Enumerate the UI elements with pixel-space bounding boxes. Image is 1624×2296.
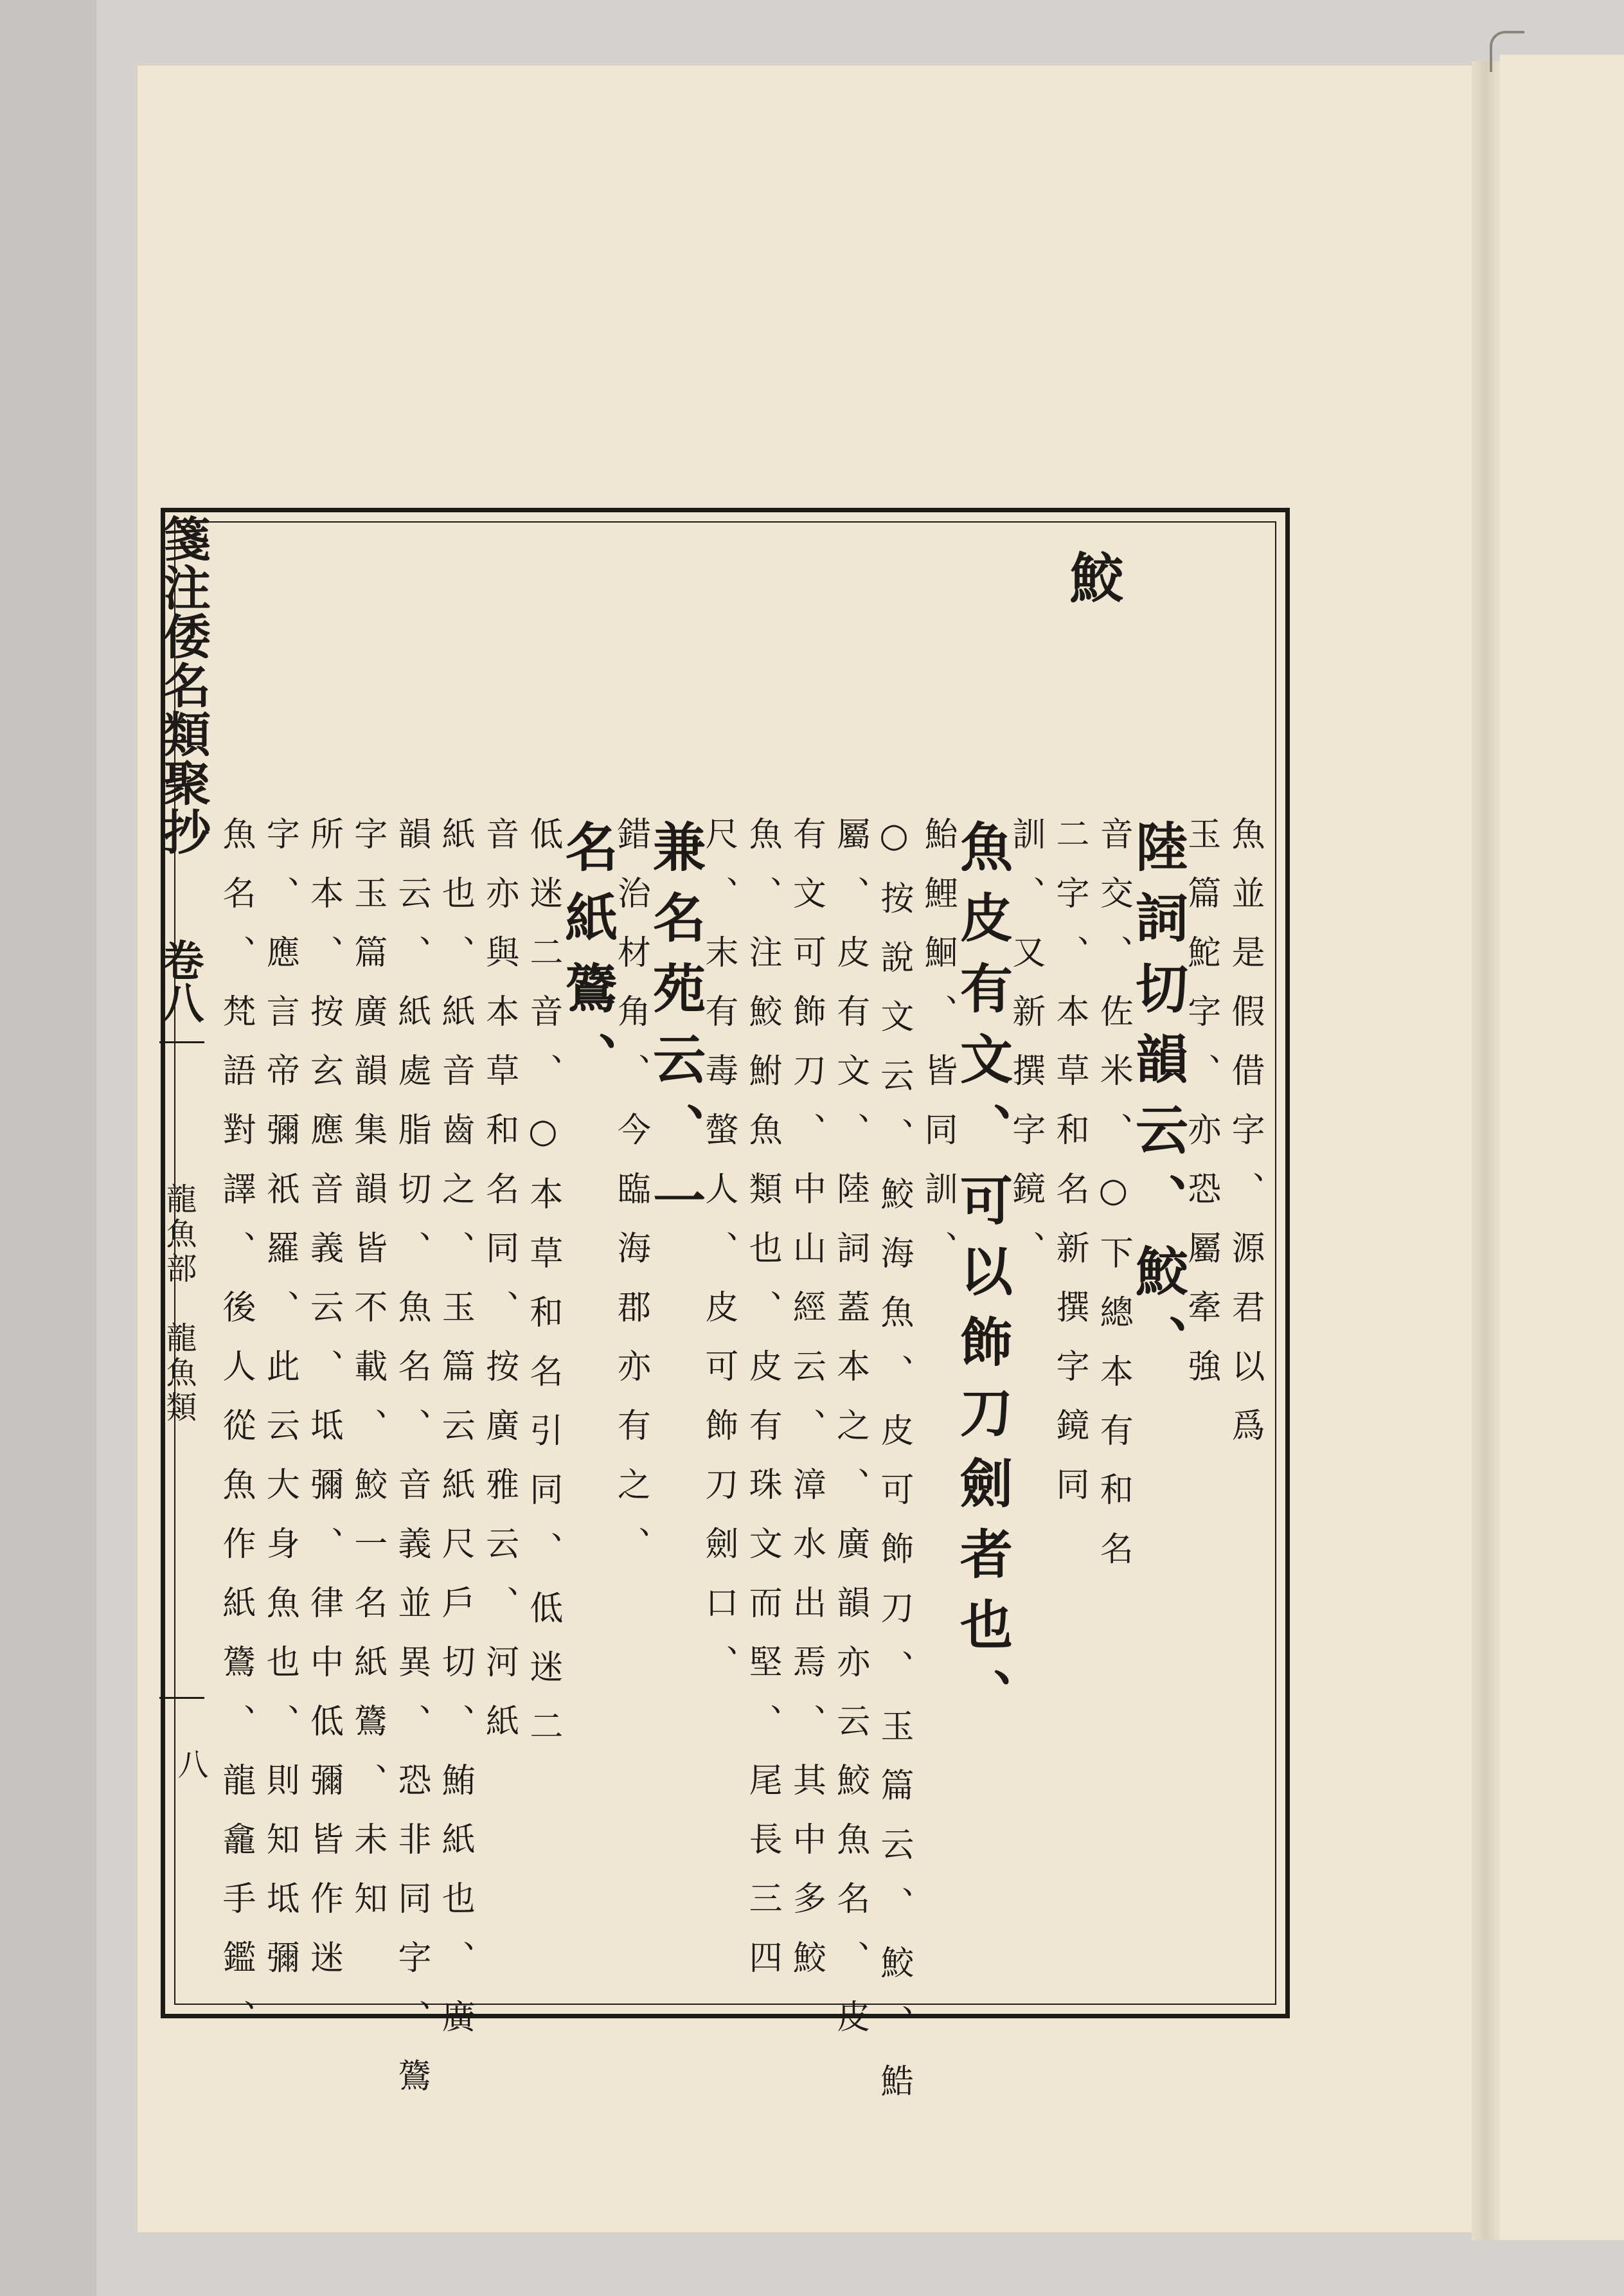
section-title: 龍魚部 龍魚類 [161,1183,197,1426]
background-left [0,0,96,2296]
text-column: 鮐鯉鮰、皆同訓、 [918,816,958,1289]
text-column: 字玉篇廣韻集韻皆不載、鮫一名紙鷟、未知 [348,816,387,1940]
margin-divider-lower [159,1697,204,1699]
text-column: 所本、按玄應音義云、坻彌、律中低彌皆作迷 [304,816,343,1999]
text-column: 屬、皮有文、陸詞蓋本之、廣韻亦云鮫魚名、皮 [830,816,870,2058]
text-column: 名紙鷟、 [557,820,619,1102]
volume-label: 卷八 [154,938,204,1023]
text-column: 音亦與本草和名同、按廣雅云、河紙 [479,816,519,1762]
book-spine [1472,61,1500,2240]
text-column: 陸詞切韻云、鮫、 [1127,820,1189,1385]
text-column: 錯治材角、今臨海郡亦有之、 [611,816,650,1585]
text-column: 二字、本草和名新撰字鏡同 [1049,816,1089,1526]
text-column: 紙也、紙音齒之、玉篇云紙尺戶切、鮪紙也、廣 [436,816,475,2058]
text-column: ○按說文云、鮫海魚、皮可飾刀、玉篇云、鮫、鯌 [874,816,913,2122]
text-column: 字、應言帝彌祇羅、此云大身魚也、則知坻彌 [260,816,299,1999]
text-column: 訓、又新撰字鏡、 [1006,816,1045,1289]
text-column: 兼名苑云、一 [644,820,706,1244]
text-column: 韻云、紙處脂切、魚名、音義並異、恐非同字、鷟 [392,816,431,2117]
text-column: 音交、佐米、○下總本有和名 [1094,816,1133,1590]
text-column: 尺、末有毒螫人、皮可飾刀劍口、 [699,816,738,1703]
book-title: 箋注倭名類聚抄 [156,514,211,856]
entry-heading: 鮫 [1061,550,1125,606]
text-column: 低迷二音、○本草和名引同、低迷二 [523,816,562,1768]
margin-divider [159,1041,204,1043]
text-column: 魚並是假借字、源君以爲 [1226,816,1264,1467]
text-column: 魚皮有文、可以飾刀劍者也、 [951,820,1013,1739]
text-column: 魚、注鮫鮒魚類也、皮有珠文而堅、尾長三四 [743,816,782,1999]
next-page-edge [1500,55,1624,2240]
text-column: 玉篇鮀字、亦恐屬牽強 [1181,816,1220,1408]
binding-thread [1490,31,1524,72]
text-column: 有文可飾刀、中山經云、漳水出焉、其中多鮫 [787,816,826,1999]
text-column: 魚名、梵語對譯、後人從魚作紙鷟、龍龕手鑑、 [217,816,255,2058]
page-number: 八 [172,1748,208,1779]
